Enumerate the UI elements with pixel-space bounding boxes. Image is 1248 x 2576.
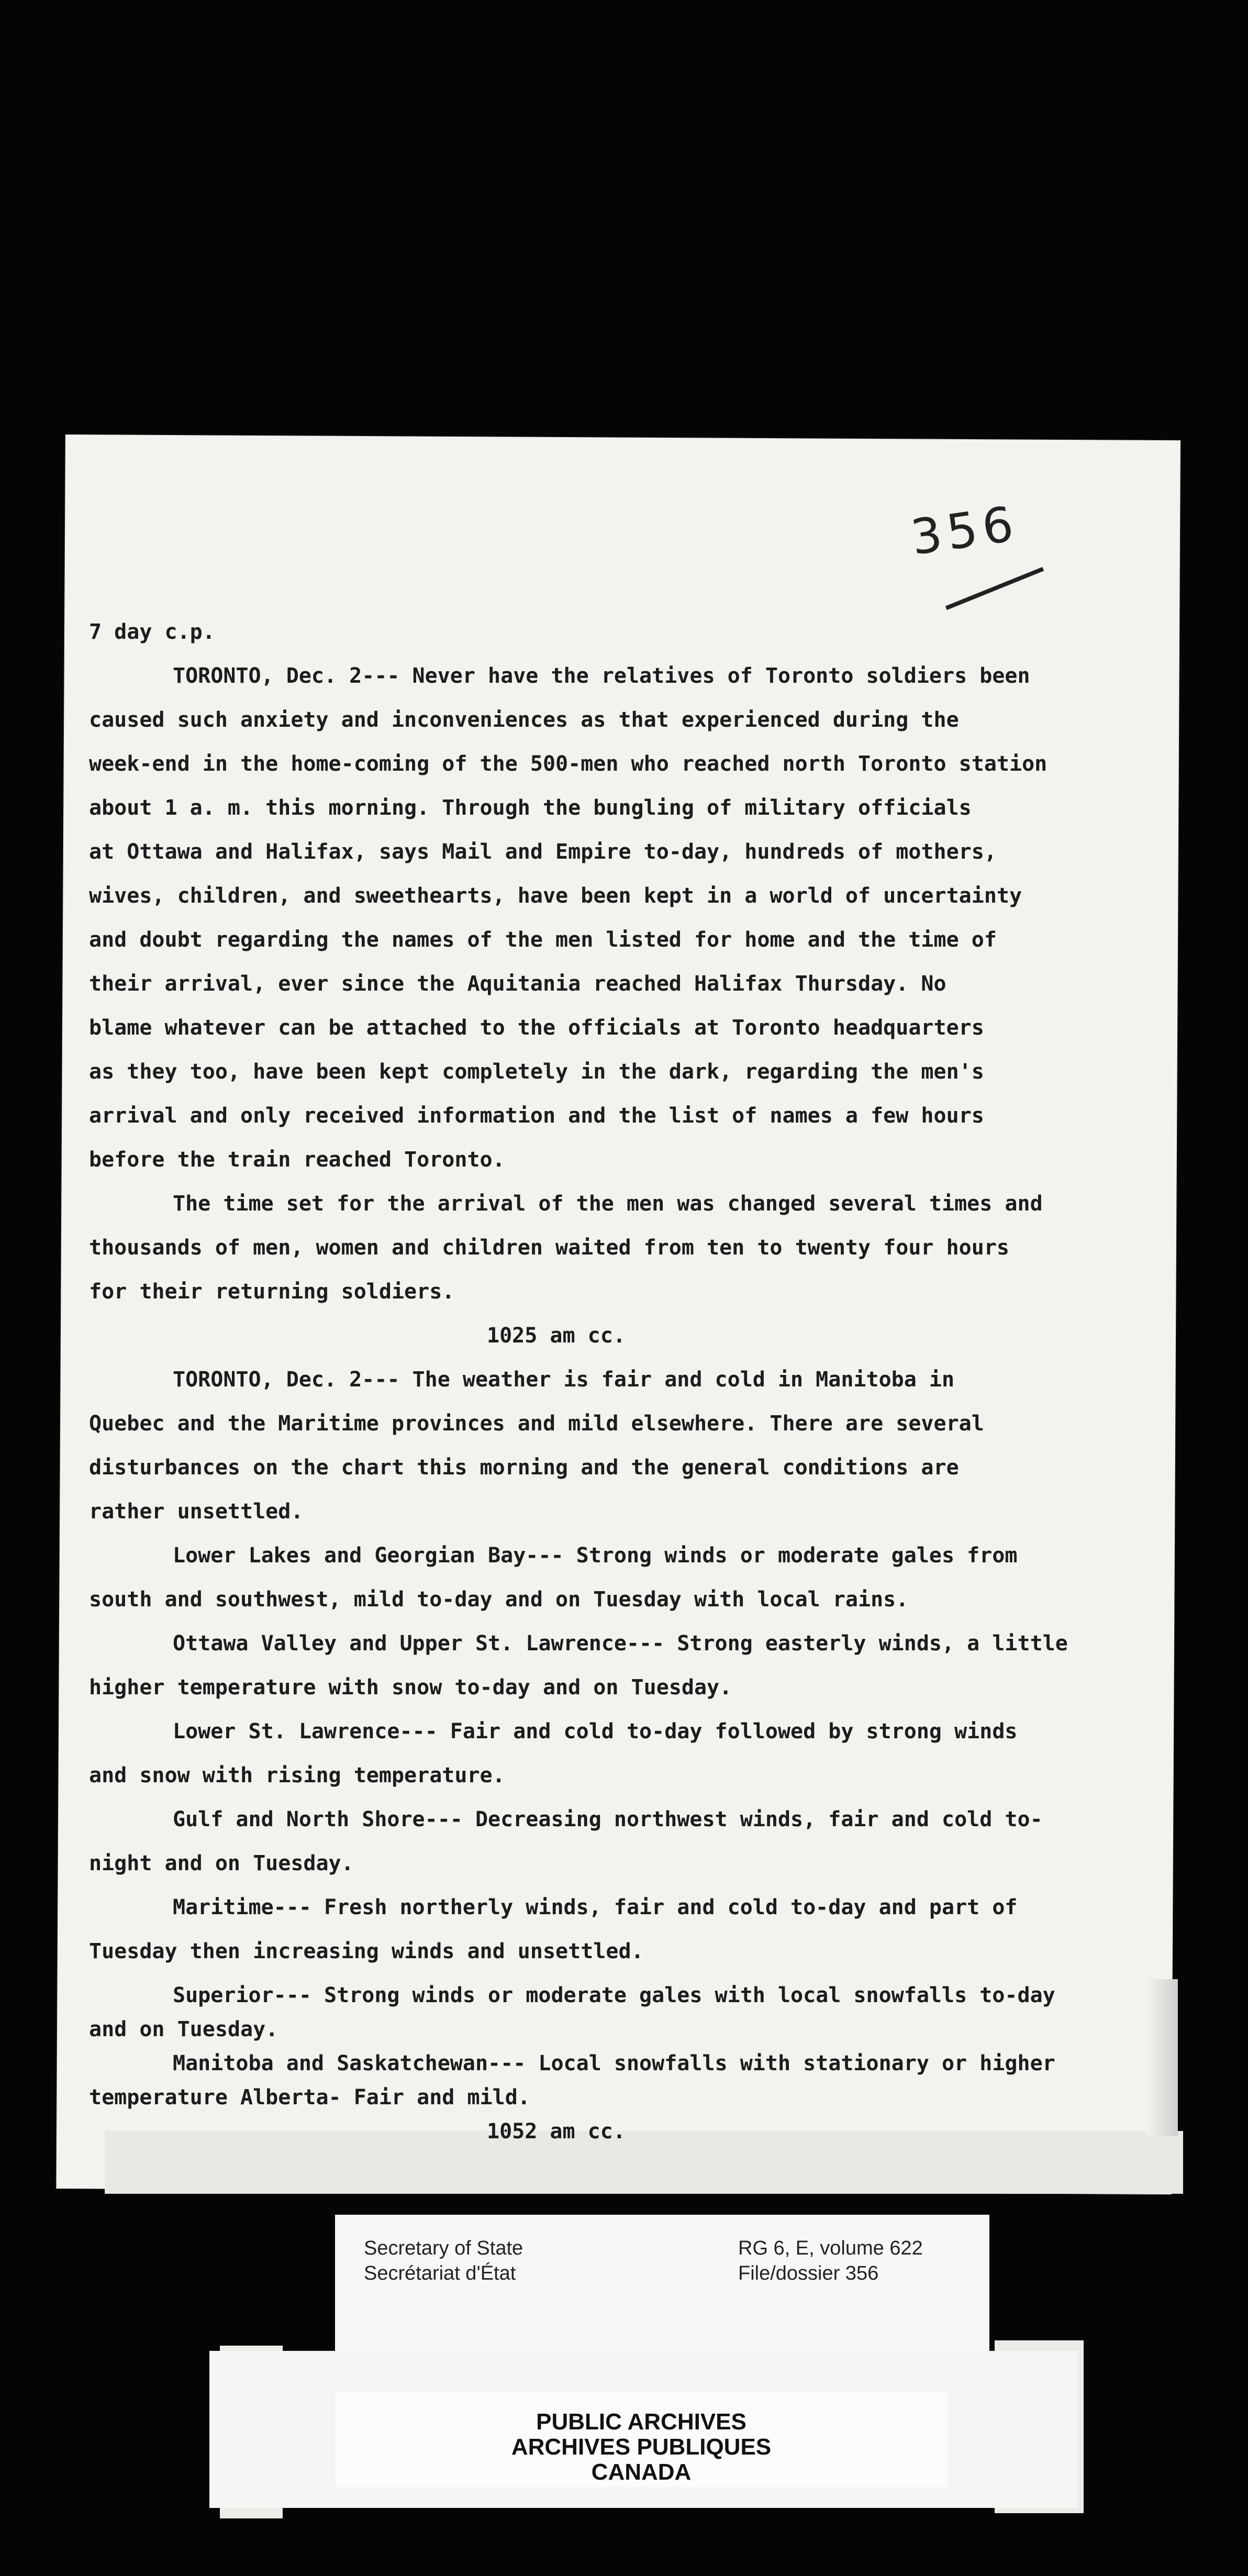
department-name: [364, 2236, 523, 2286]
typed-line: Maritime--- Fresh northerly winds, fair and cold to-day and part of: [173, 1895, 1018, 1919]
archive-stamp-line-3: CANADA: [591, 2459, 692, 2485]
record-reference: [738, 2236, 923, 2286]
typed-line: and snow with rising temperature.: [89, 1763, 505, 1787]
archive-stamp-line-1: PUBLIC ARCHIVES: [536, 2409, 746, 2435]
typed-line: Lower Lakes and Georgian Bay--- Strong winds or moderate gales from: [173, 1544, 1018, 1568]
typed-line: caused such anxiety and inconveniences as that experienced during the: [89, 708, 959, 732]
typed-line: and doubt regarding the names of the men listed for home and the time of: [89, 928, 997, 952]
typed-line: Tuesday then increasing winds and unsettled.: [89, 1939, 644, 1963]
typed-line: thousands of men, women and children waited from ten to twenty four hours: [89, 1236, 1009, 1260]
record-group-volume: RG 6, E, volume 622: [738, 2237, 923, 2259]
file-number: File/dossier 356: [738, 2262, 879, 2284]
typed-line: The time set for the arrival of the men was changed several times and: [173, 1192, 1043, 1216]
typed-line: disturbances on the chart this morning and the general conditions are: [89, 1456, 959, 1480]
typed-line: as they too, have been kept completely in the dark, regarding the men's: [89, 1060, 984, 1084]
typed-line: rather unsettled.: [89, 1500, 304, 1524]
typed-line: 1025 am cc.: [487, 1324, 626, 1348]
typed-line: and on Tuesday.: [89, 2017, 278, 2041]
typed-line: Lower St. Lawrence--- Fair and cold to-day followed by strong winds: [173, 1719, 1018, 1744]
typed-line: arrival and only received information and the list of names a few hours: [89, 1104, 984, 1128]
archive-stamp-card: [209, 2351, 1078, 2508]
department-english: Secretary of State: [364, 2237, 523, 2259]
typed-line: Manitoba and Saskatchewan--- Local snowfalls with stationary or higher: [173, 2051, 1055, 2075]
typed-line: Gulf and North Shore--- Decreasing northwest winds, fair and cold to-: [173, 1807, 1043, 1831]
typed-line: 1052 am cc.: [487, 2119, 626, 2144]
typed-line: about 1 a. m. this morning. Through the bungling of military officials: [89, 796, 972, 820]
folio-number: 356: [907, 495, 1022, 566]
typed-line: Superior--- Strong winds or moderate gales with local snowfalls to-day: [173, 1983, 1055, 2007]
typed-line: blame whatever can be attached to the officials at Toronto headquarters: [89, 1016, 984, 1040]
archive-stamp: [335, 2393, 948, 2487]
typed-line: 7 day c.p.: [89, 620, 215, 644]
typed-line: Quebec and the Maritime provinces and mild elsewhere. There are several: [89, 1412, 984, 1436]
paper-curl-edge: [1146, 1979, 1178, 2136]
department-french: Secrétariat d'État: [364, 2262, 516, 2284]
typed-line: week-end in the home-coming of the 500-men who reached north Toronto station: [89, 752, 1048, 776]
typed-line: TORONTO, Dec. 2--- The weather is fair and cold in Manitoba in: [173, 1368, 955, 1392]
typed-line: night and on Tuesday.: [89, 1851, 354, 1875]
typed-line: temperature Alberta- Fair and mild.: [89, 2085, 530, 2109]
typed-text-body: [89, 610, 1126, 2153]
typed-line: for their returning soldiers.: [89, 1280, 455, 1304]
archive-reference-label: [335, 2215, 989, 2356]
typed-line: before the train reached Toronto.: [89, 1148, 505, 1172]
archive-stamp-line-2: ARCHIVES PUBLIQUES: [511, 2434, 772, 2460]
typed-line: TORONTO, Dec. 2--- Never have the relatives of Toronto soldiers been: [173, 664, 1030, 688]
typed-line: higher temperature with snow to-day and on Tuesday.: [89, 1675, 732, 1700]
typed-line: south and southwest, mild to-day and on Tuesday with local rains.: [89, 1587, 909, 1612]
typed-line: wives, children, and sweethearts, have been kept in a world of uncertainty: [89, 884, 1022, 908]
typed-line: their arrival, ever since the Aquitania reached Halifax Thursday. No: [89, 972, 946, 996]
typed-line: Ottawa Valley and Upper St. Lawrence--- Strong easterly winds, a little: [173, 1631, 1068, 1656]
typed-line: at Ottawa and Halifax, says Mail and Empire to-day, hundreds of mothers,: [89, 840, 997, 864]
